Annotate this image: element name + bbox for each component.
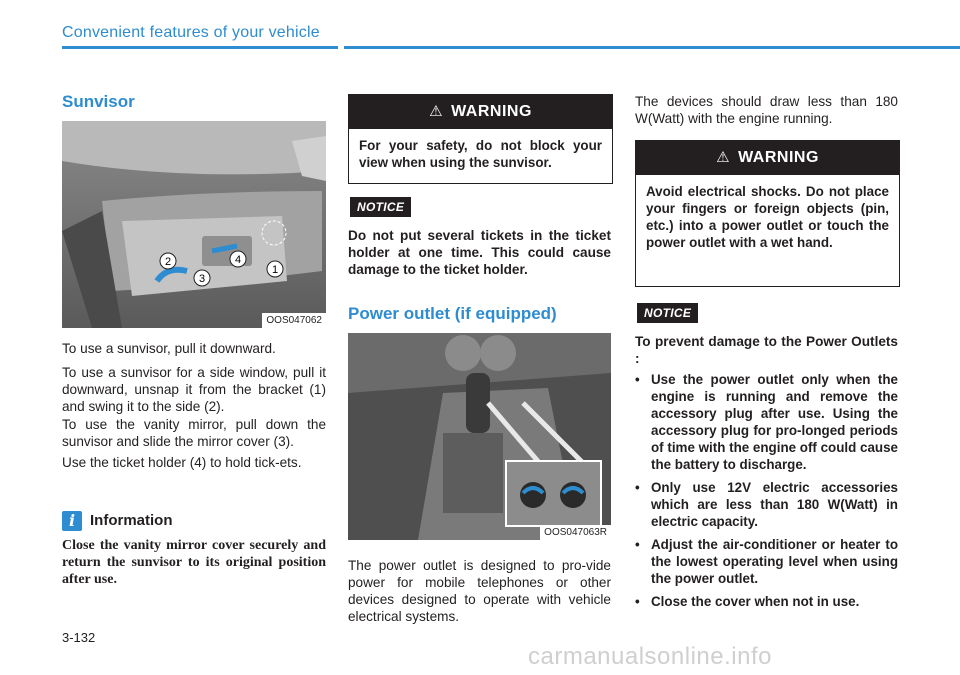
watermark: carmanualsonline.info: [528, 643, 772, 670]
notice-intro: To prevent damage to the Power Outlets :: [635, 334, 898, 366]
diagram-label-1: 1: [271, 264, 279, 276]
warning-text: Avoid electrical shocks. Do not place your fingers or foreign objects (pin, etc.) into a power outlet or touch the power outlet with a wet hand.: [646, 184, 889, 250]
list-item: • Only use 12V electric accessories which are less than 180 W(Watt) in electric capacity.: [635, 480, 898, 529]
section-title-power-outlet: Power outlet (if equipped): [348, 304, 557, 323]
warning-header: ⚠ WARNING: [636, 141, 899, 175]
diagram-label-2: 2: [164, 256, 172, 268]
notice-bullet-list: [635, 371, 898, 616]
body-paragraph: The power outlet is designed to pro-vide power for mobile telephones or other devices designed to operate with vehicle electrical systems.: [348, 558, 611, 624]
header-rule: [62, 46, 960, 49]
warning-box: [348, 94, 613, 184]
photo-code: OOS047062: [262, 313, 326, 328]
sunvisor-illustration: [62, 121, 326, 328]
sunvisor-photo: [62, 121, 326, 328]
diagram-label-3: 3: [198, 273, 206, 285]
list-item: • Close the cover when not in use.: [635, 594, 860, 609]
notice-badge: NOTICE: [350, 197, 411, 217]
list-item: • Adjust the air-conditioner or heater to the lowest operating level when using the power outlet.: [635, 537, 898, 586]
body-paragraph: To use the vanity mirror, pull down the sunvisor and slide the mirror cover (3).: [62, 417, 326, 449]
list-item: • Use the power outlet only when the engine is running and remove the accessory plug after use. Using the accessory plug for pro-longed periods of time with the engine off could cause the battery to discharge.: [635, 372, 899, 472]
diagram-label-4: 4: [234, 254, 242, 266]
notice-badge: NOTICE: [637, 303, 698, 323]
warning-triangle-icon: ⚠: [716, 149, 731, 166]
body-paragraph: To use a sunvisor for a side window, pull it downward, unsnap it from the bracket (1) and swing it to the side (2).: [62, 365, 326, 414]
info-title: Information: [90, 512, 173, 529]
header-title: Convenient features of your vehicle: [62, 24, 320, 41]
photo-code: OOS047063R: [540, 525, 611, 540]
warning-text: For your safety, do not block your view when using the sunvisor.: [359, 138, 602, 170]
notice-text: Do not put several tickets in the ticket holder at one time. This could cause damage to the ticket holder.: [348, 228, 611, 277]
section-title-sunvisor: Sunvisor: [62, 92, 135, 111]
power-outlet-photo: [348, 333, 611, 540]
body-paragraph: The devices should draw less than 180 W(Watt) with the engine running.: [635, 94, 898, 126]
warning-box: [635, 140, 900, 287]
info-text: Close the vanity mirror cover securely and return the sunvisor to its original position after use.: [62, 538, 326, 587]
warning-triangle-icon: ⚠: [429, 103, 444, 120]
page-number: 3-132: [62, 630, 96, 645]
info-icon: i: [62, 511, 82, 531]
body-paragraph: To use a sunvisor, pull it downward.: [62, 341, 276, 356]
warning-header: ⚠ WARNING: [349, 95, 612, 129]
power-outlet-illustration: [348, 333, 611, 540]
body-paragraph: Use the ticket holder (4) to hold tick-ets.: [62, 455, 302, 470]
